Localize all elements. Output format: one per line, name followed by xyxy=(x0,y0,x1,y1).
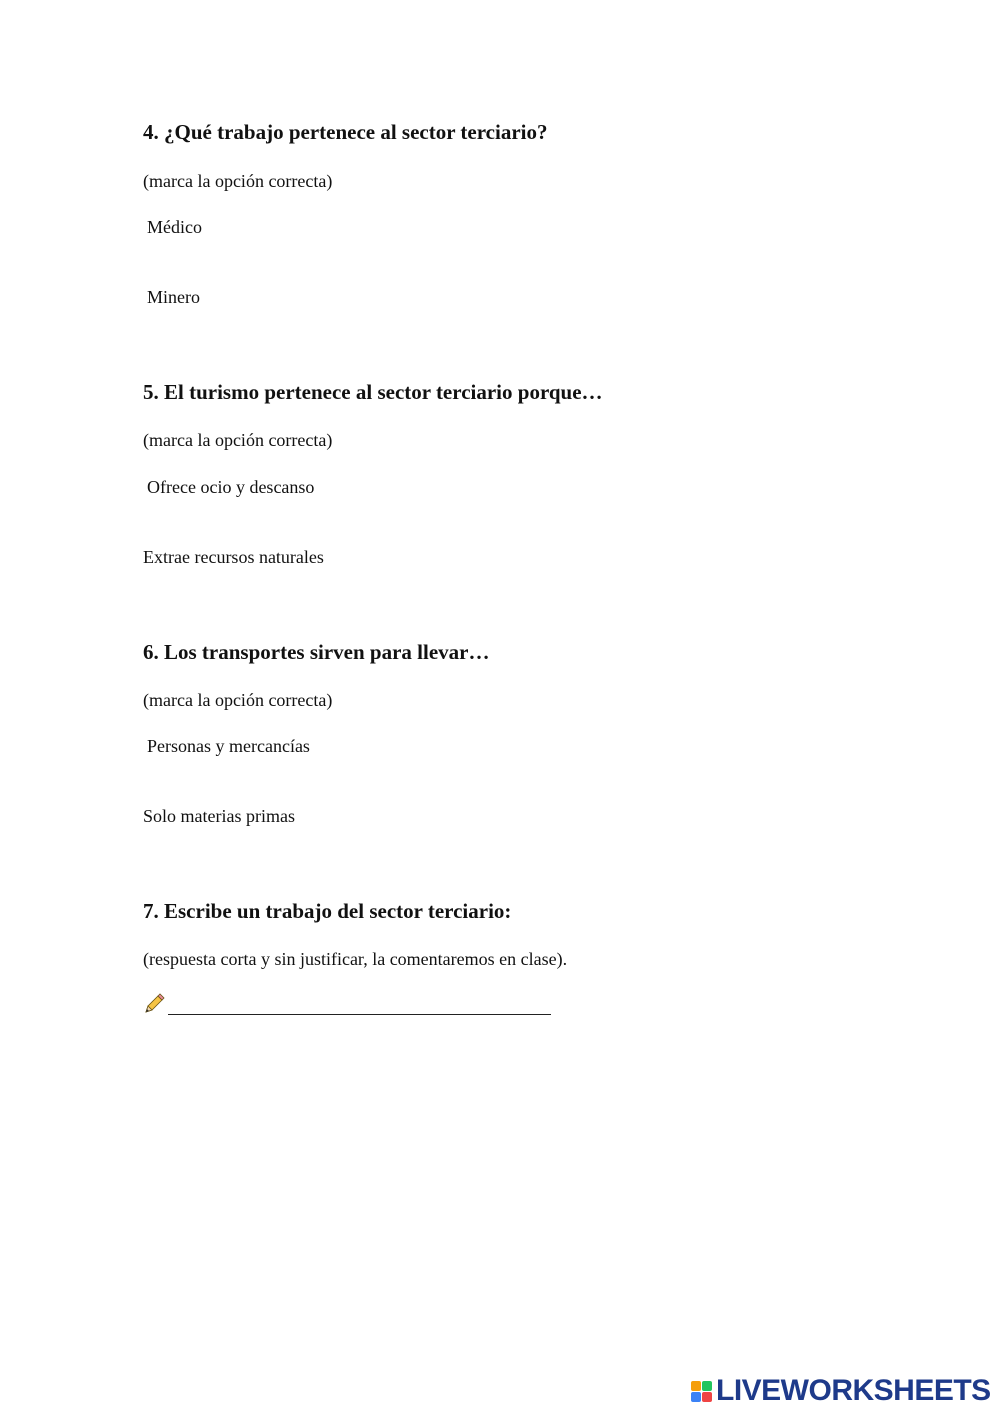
question-4-instruction: (marca la opción correcta) xyxy=(143,171,333,191)
brand-name: LIVEWORKSHEETS xyxy=(716,1374,991,1407)
liveworksheets-logo xyxy=(691,1374,991,1408)
question-7-title: 7. Escribe un trabajo del sector terciario: xyxy=(143,899,512,923)
question-5-option-1[interactable]: Ofrece ocio y descanso xyxy=(147,477,315,497)
question-6-title: 6. Los transportes sirven para llevar… xyxy=(143,640,490,664)
question-4-option-1[interactable]: Médico xyxy=(147,217,202,237)
question-6-option-1[interactable]: Personas y mercancías xyxy=(147,736,310,756)
question-5-instruction: (marca la opción correcta) xyxy=(143,430,333,450)
question-7-instruction: (respuesta corta y sin justificar, la comentaremos en clase). xyxy=(143,949,568,969)
pencil-icon xyxy=(143,993,165,1015)
question-5-title: 5. El turismo pertenece al sector terciario porque… xyxy=(143,380,603,404)
question-4-title: 4. ¿Qué trabajo pertenece al sector terciario? xyxy=(143,120,548,144)
question-5-option-2[interactable]: Extrae recursos naturales xyxy=(143,547,324,567)
logo-mark-icon xyxy=(691,1381,712,1402)
question-6-instruction: (marca la opción correcta) xyxy=(143,690,333,710)
answer-row xyxy=(143,993,551,1015)
question-6-option-2[interactable]: Solo materias primas xyxy=(143,806,295,826)
question-4-option-2[interactable]: Minero xyxy=(147,287,200,307)
answer-input[interactable] xyxy=(168,994,551,1015)
